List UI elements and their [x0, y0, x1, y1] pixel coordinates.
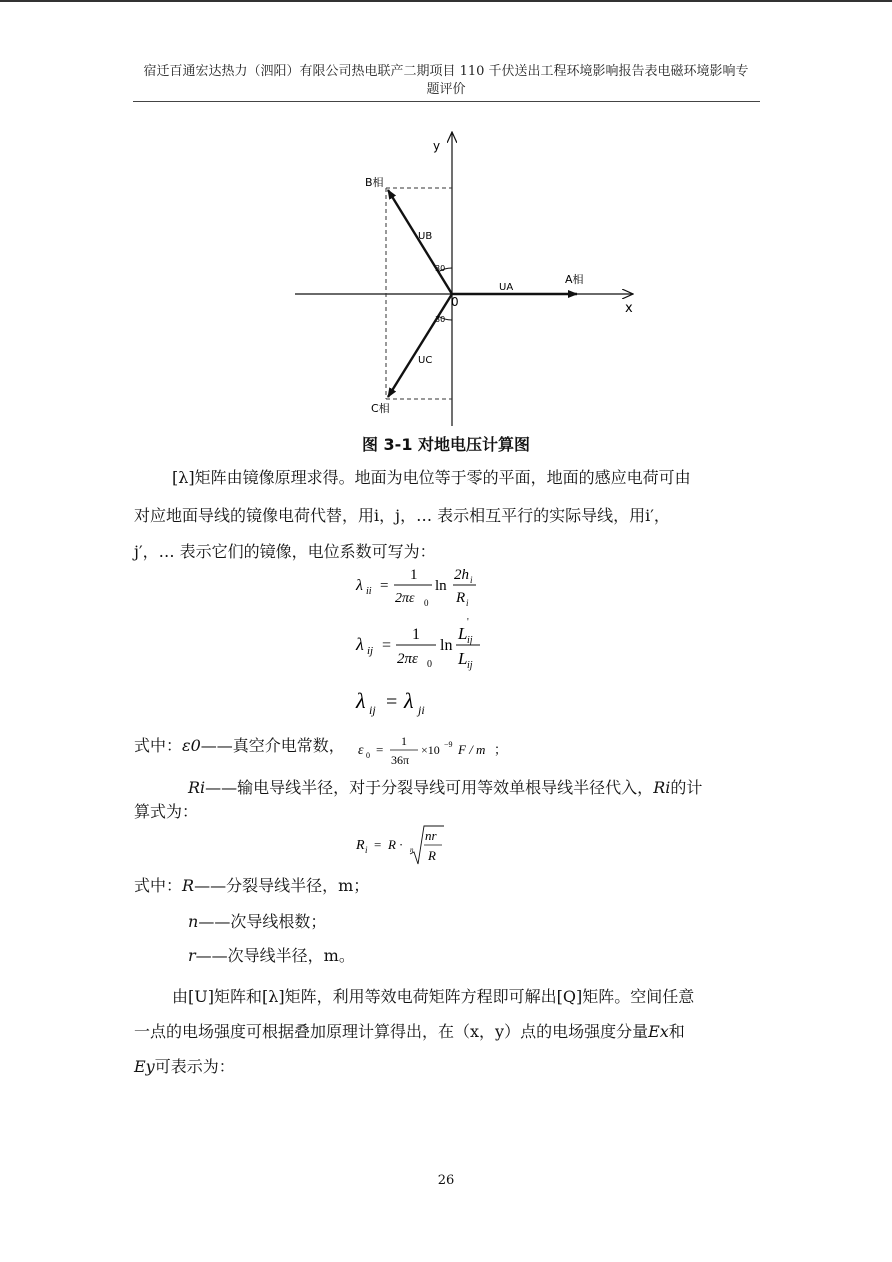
- ri-den: R: [428, 848, 436, 863]
- f1-den: 2πε: [395, 591, 415, 606]
- ri-desc-1: ——输电导线半径，对于分裂导线可用等效单根导线半径代入，: [205, 778, 654, 797]
- header-line-2: 题评价: [426, 82, 466, 97]
- f1-frac2-den: R: [456, 590, 466, 606]
- eps-tail: ×10: [421, 743, 440, 757]
- eps-exp: −9: [444, 740, 453, 749]
- p2-line-2a: 一点的电场强度可根据叠加原理计算得出，在（x，y）点的电场强度分量: [134, 1022, 649, 1041]
- ri-equals: =: [374, 837, 382, 852]
- p2-line-3: [134, 1057, 235, 1077]
- ri-num: nr: [425, 828, 437, 843]
- formula-lambda-symmetry: [352, 686, 462, 722]
- phase-a-label: A相: [565, 273, 584, 286]
- formula-lambda-ii: [352, 562, 512, 610]
- def-prefix: 式中：: [134, 876, 183, 895]
- f2-equals: =: [382, 637, 392, 654]
- f2-den: 2πε: [397, 651, 418, 667]
- ub-label: UB: [418, 231, 433, 242]
- page-top-border: [0, 0, 892, 2]
- ri-mid: R ·: [388, 837, 403, 852]
- f2-ln: ln: [440, 637, 453, 654]
- eps-num: 1: [401, 734, 407, 748]
- f2-lhs-sub: ij: [367, 645, 374, 657]
- ri-lhs: R: [356, 838, 365, 853]
- uc-label: UC: [418, 355, 433, 366]
- header-rule: [133, 101, 760, 102]
- f2-frac2-num-sup: ': [467, 617, 469, 628]
- page-header: [133, 63, 759, 99]
- f1-den-sub: 0: [424, 598, 429, 608]
- f2-frac2-den: L: [458, 649, 468, 668]
- ri-line-1: [188, 778, 702, 798]
- f1-lhs-sub: ii: [366, 586, 372, 597]
- p1-line-2: 对应地面导线的镜像电荷代替，用i，j，… 表示相互平行的实际导线，用i′，: [134, 506, 670, 525]
- ua-label: UA: [499, 282, 514, 293]
- p2-line-1: 由[U]矩阵和[λ]矩阵，利用等效电荷矩阵方程即可解出[Q]矩阵。空间任意: [172, 987, 695, 1006]
- p2-line-2: [134, 1022, 685, 1042]
- f2-den-sub: 0: [427, 659, 432, 670]
- f2-frac2-num-sub: ij: [467, 635, 473, 646]
- page-number: 26: [437, 1173, 455, 1188]
- f2-lhs: λ: [356, 634, 364, 654]
- ri-root-index: n: [410, 846, 414, 854]
- eps-den: 36π: [391, 753, 410, 767]
- f1-equals: =: [380, 578, 389, 594]
- eps-end: ；: [494, 742, 508, 757]
- f3-rhs-sub: ji: [418, 703, 425, 717]
- figure-caption: 图 3-1 对地电压计算图: [361, 435, 531, 454]
- ub-phasor: [388, 190, 452, 294]
- eps-unit: F / m: [458, 742, 486, 757]
- p1-line-3: j′，… 表示它们的镜像，电位系数可写为：: [134, 542, 436, 561]
- eps-line: [134, 736, 345, 756]
- y-axis-label: y: [433, 139, 441, 153]
- ri-desc-2: 的计: [670, 778, 703, 797]
- ri-lhs-sub: i: [365, 845, 368, 855]
- phase-b-label: B相: [365, 176, 384, 189]
- f3-lhs-sub: ij: [369, 703, 376, 717]
- formula-epsilon: [356, 730, 536, 770]
- origin-label: 0: [451, 295, 459, 309]
- eps-desc: ——真空介电常数，: [200, 736, 345, 755]
- eps-lhs: ε: [358, 743, 364, 758]
- ri-symbol-2: Ri: [653, 778, 671, 797]
- ri-symbol: Ri: [188, 778, 206, 797]
- phase-c-label: C相: [371, 402, 390, 415]
- f3-equals: =: [386, 691, 398, 713]
- f3-lhs: λ: [356, 688, 366, 713]
- formula-ri: [354, 822, 474, 868]
- def-r-desc: ——分裂导线半径，m；: [194, 876, 370, 895]
- uc-phasor: [388, 294, 452, 397]
- def-n-symbol: n: [188, 912, 199, 931]
- p2-ex: Ex: [648, 1022, 669, 1041]
- f2-frac2-den-sub: ij: [467, 660, 473, 671]
- def-r-symbol: R: [182, 876, 195, 895]
- def-n-desc: ——次导线根数；: [198, 912, 327, 931]
- p1-line-1: [λ]矩阵由镜像原理求得。地面为电位等于零的平面，地面的感应电荷可由: [172, 468, 691, 487]
- eps-symbol: ε0: [182, 736, 201, 755]
- def-rr-line: [188, 946, 355, 966]
- f1-frac2-den-sub: i: [466, 598, 469, 608]
- eps-lhs-sub: 0: [366, 751, 370, 760]
- f2-num: 1: [412, 626, 420, 643]
- def-rr-desc: ——次导线半径，m。: [195, 946, 355, 965]
- f2-frac2-num: L: [458, 624, 468, 643]
- f3-rhs: λ: [404, 688, 414, 713]
- f1-num: 1: [410, 567, 418, 583]
- voltage-phasor-diagram: [285, 128, 645, 428]
- def-rr-symbol: r: [188, 946, 196, 965]
- header-line-1: 宿迁百通宏达热力（泗阳）有限公司热电联产二期项目 110 千伏送出工程环境影响报告表电磁环境影响专: [143, 64, 749, 79]
- formula-lambda-ij: [352, 614, 512, 676]
- p2-line-2b: 和: [668, 1022, 685, 1041]
- f1-lhs: λ: [356, 577, 363, 594]
- def-r-line: [134, 876, 369, 896]
- ri-line-2: 算式为：: [134, 802, 199, 821]
- eps-prefix: 式中：: [134, 736, 183, 755]
- p2-line-3-text: 可表示为：: [154, 1057, 235, 1076]
- f1-ln: ln: [435, 578, 447, 594]
- def-n-line: [188, 912, 326, 932]
- p2-ey: Ey: [134, 1057, 155, 1076]
- angle-top-label: 30: [435, 264, 446, 273]
- f1-frac2-num: 2h: [454, 567, 469, 583]
- x-axis-label: x: [625, 301, 633, 316]
- eps-equals: =: [376, 742, 384, 757]
- angle-bottom-label: 30: [435, 315, 446, 324]
- f1-frac2-num-sub: i: [470, 575, 473, 585]
